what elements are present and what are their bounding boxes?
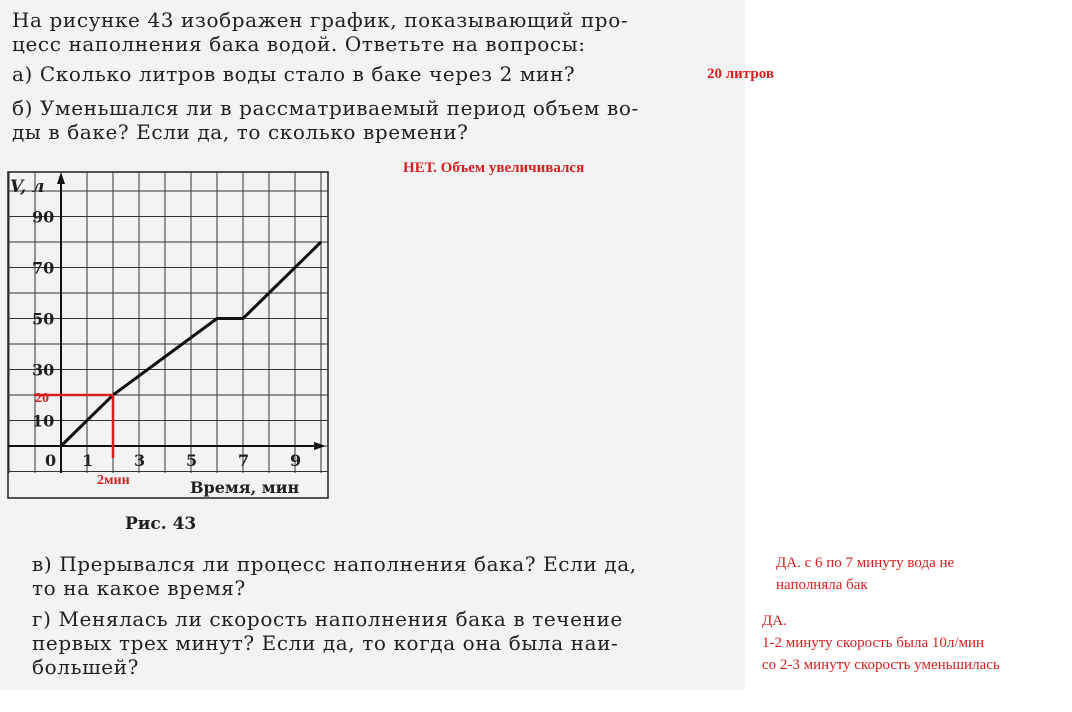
answer-v: ДА. с 6 по 7 минуту вода не наполняла бак	[776, 555, 955, 593]
grid-lines	[8, 172, 328, 498]
volume-time-graph	[4, 168, 334, 503]
axes	[8, 172, 326, 473]
x-axis-label: Время, мин	[190, 478, 300, 497]
y-tick-label: 90	[32, 207, 55, 227]
answer-a: 20 литров	[707, 66, 774, 82]
x-tick-label: 1	[82, 451, 94, 470]
annotation-time: 2мин	[97, 473, 130, 488]
x-axis-arrow	[314, 442, 326, 450]
answer-b: НЕТ. Объем увеличивался	[403, 160, 585, 176]
x-tick-label: 9	[290, 451, 302, 470]
intro-text: На рисунке 43 изображен график, показывающий про- цесс наполнения бака водой. Ответьте на вопросы:	[12, 8, 629, 56]
figure-caption: Рис. 43	[125, 514, 197, 534]
graph-frame	[8, 172, 328, 498]
question-a: а) Сколько литров воды стало в баке через 2 мин?	[12, 62, 576, 86]
x-tick-label: 3	[134, 451, 146, 470]
annotation-value: 20	[35, 391, 49, 406]
question-b: б) Уменьшался ли в рассматриваемый период объем во- ды в баке? Если да, то сколько времени?	[12, 96, 639, 144]
y-tick-label: 70	[32, 258, 55, 278]
tick-labels	[32, 208, 301, 471]
x-tick-label: 5	[186, 451, 198, 470]
question-v: в) Прерывался ли процесс наполнения бака? Если да, то на какое время?	[32, 552, 637, 600]
y-tick-label: 30	[32, 360, 55, 380]
y-axis-label: V, л	[10, 177, 45, 197]
x-tick-label: 7	[238, 451, 250, 470]
y-tick-label: 50	[32, 309, 55, 329]
question-g: г) Менялась ли скорость наполнения бака в течение первых трех минут? Если да, то когда она была наи- большей?	[32, 607, 623, 679]
y-axis-arrow	[57, 172, 65, 184]
y-tick-label: 10	[32, 411, 55, 431]
answer-g: ДА. 1-2 минуту скорость была 10л/мин со 2-3 минуту скорость уменьшилась	[762, 613, 1000, 673]
x-tick-label: 0	[45, 451, 57, 470]
